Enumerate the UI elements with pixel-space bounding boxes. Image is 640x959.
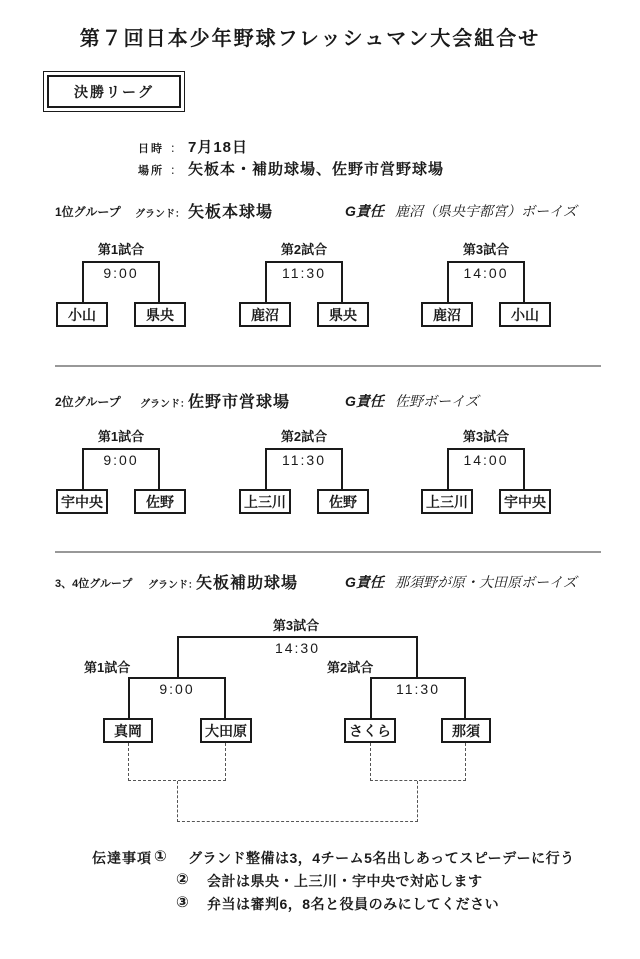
group2-duty-label: G責任 — [345, 393, 384, 409]
group1-duty-label: G責任 — [345, 203, 384, 219]
match-label: 第2試合 — [280, 429, 328, 444]
bracket-connector — [265, 261, 343, 302]
match-label: 第1試合 — [97, 242, 145, 257]
group3-label: 3、4位グループ — [55, 578, 133, 590]
group1-label: 1位グループ — [55, 205, 121, 219]
date-label: 日時 — [138, 143, 164, 155]
group2-ground: 佐野市営球場 — [188, 394, 291, 411]
section-divider — [55, 551, 601, 553]
g3-match1-label: 第1試合 — [84, 660, 131, 675]
team-box: 小山 — [56, 302, 108, 327]
place-colon: ： — [170, 163, 183, 177]
bracket-connector — [265, 448, 343, 489]
group3-header — [0, 570, 640, 592]
match-time: 11:30 — [396, 681, 440, 697]
team-box: 上三川 — [421, 489, 473, 514]
note-text: グランド整備は3，4チーム5名出しあってスピーデーに行う — [188, 850, 575, 866]
teams-row — [56, 302, 186, 327]
losers-connector-bottom — [177, 781, 418, 822]
bracket-connector — [447, 261, 525, 302]
team-box: 那須 — [441, 718, 491, 743]
teams-row — [56, 489, 186, 514]
team-box: 佐野 — [317, 489, 369, 514]
team-box: 大田原 — [200, 718, 252, 743]
place-label: 場所 — [138, 165, 164, 177]
match-label: 第3試合 — [462, 242, 510, 257]
team-box: さくら — [344, 718, 396, 743]
team-box: 県央 — [134, 302, 186, 327]
note-number: ① — [154, 848, 167, 865]
note-text: 弁当は審判6，8名と役員のみにしてください — [207, 896, 500, 912]
match-time: 14:00 — [463, 452, 509, 468]
teams-row — [239, 489, 369, 514]
league-badge-label: 決勝リーグ — [47, 75, 181, 108]
g1-match2 — [239, 242, 369, 327]
group3-ground-label: グランド： — [148, 580, 198, 591]
team-box: 佐野 — [134, 489, 186, 514]
team-box: 鹿沼 — [421, 302, 473, 327]
match-label: 第2試合 — [280, 242, 328, 257]
teams-row — [421, 302, 551, 327]
match-time: 9:00 — [103, 452, 139, 468]
match-time: 9:00 — [103, 265, 139, 281]
g1-match1 — [56, 242, 186, 327]
group2-duty-team: 佐野ボーイズ — [395, 393, 479, 409]
league-badge-box — [43, 71, 185, 112]
teams-row — [239, 302, 369, 327]
group3-duty-label: G責任 — [345, 574, 384, 590]
match-time: 11:30 — [282, 265, 326, 281]
team-box: 上三川 — [239, 489, 291, 514]
date-value: 7月18日 — [188, 139, 249, 156]
team-box: 鹿沼 — [239, 302, 291, 327]
bracket-connector — [128, 677, 226, 718]
g1-match3 — [421, 242, 551, 327]
group2-label: 2位グループ — [55, 395, 121, 409]
match-label: 第3試合 — [462, 429, 510, 444]
group3-duty-team: 那須野が原・大田原ボーイズ — [395, 574, 577, 590]
team-box: 宇中央 — [56, 489, 108, 514]
match-time: 9:00 — [159, 681, 195, 697]
final-match-time: 14:30 — [274, 640, 321, 656]
match-time: 11:30 — [282, 452, 326, 468]
note-number: ② — [176, 871, 189, 888]
place-value: 矢板本・補助球場、佐野市営野球場 — [188, 161, 445, 178]
g2-match2 — [239, 429, 369, 514]
date-row — [138, 136, 248, 157]
group1-duty-team: 鹿沼（県央宇都宮）ボーイズ — [395, 203, 577, 219]
g3-match2-label: 第2試合 — [327, 660, 374, 675]
losers-connector-right — [370, 743, 466, 781]
group1-ground-label: グランド： — [135, 209, 185, 220]
note-number: ③ — [176, 894, 189, 911]
team-box: 小山 — [499, 302, 551, 327]
section-divider — [55, 365, 601, 367]
bracket-connector — [447, 448, 525, 489]
group2-ground-label: グランド： — [140, 399, 190, 410]
final-bracket-connector — [177, 636, 418, 677]
note-text: 会計は県央・上三川・宇中央で対応します — [207, 873, 483, 889]
notes-heading: 伝達事項 — [92, 850, 152, 866]
group2-header — [0, 389, 640, 411]
match-time: 14:00 — [463, 265, 509, 281]
bracket-connector — [82, 261, 160, 302]
group1-header — [0, 199, 640, 221]
match-label: 第1試合 — [97, 429, 145, 444]
team-box: 県央 — [317, 302, 369, 327]
final-match-label: 第3試合 — [272, 618, 320, 633]
page-title: 第７回日本少年野球フレッシュマン大会組合せ — [79, 28, 541, 50]
g2-match3 — [421, 429, 551, 514]
group3-ground: 矢板補助球場 — [196, 575, 299, 592]
team-box: 宇中央 — [499, 489, 551, 514]
losers-connector-left — [128, 743, 226, 781]
group1-ground: 矢板本球場 — [188, 204, 274, 221]
teams-row — [421, 489, 551, 514]
bracket-connector — [370, 677, 466, 718]
g2-match1 — [56, 429, 186, 514]
team-box: 真岡 — [103, 718, 153, 743]
bracket-connector — [82, 448, 160, 489]
place-row — [138, 158, 444, 179]
date-colon: ： — [170, 141, 183, 155]
